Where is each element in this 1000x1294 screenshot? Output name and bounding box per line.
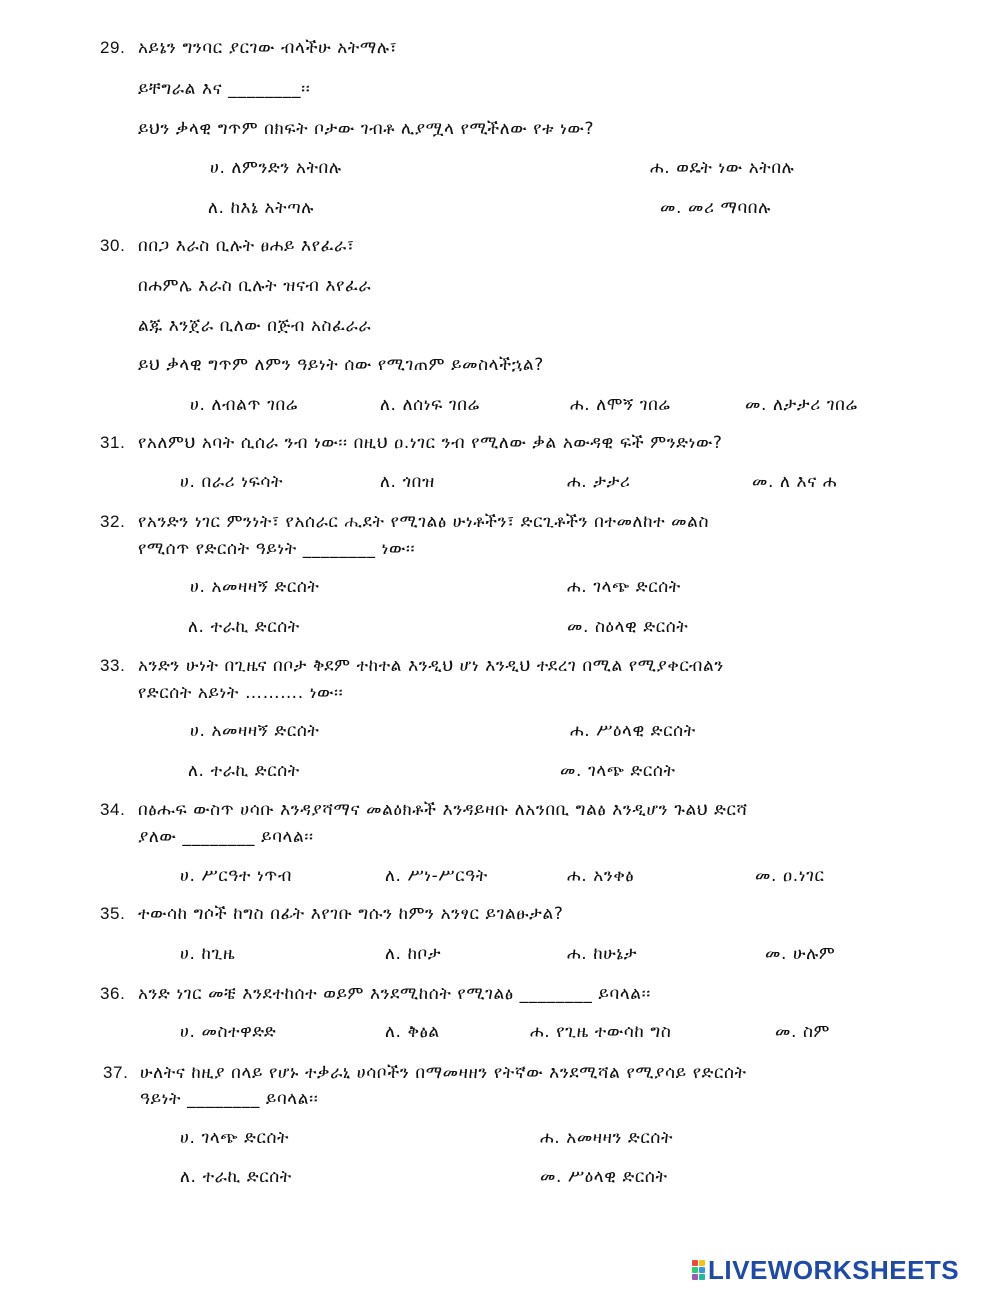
- question-35-option-a[interactable]: ሀ. ከጊዜ: [180, 944, 236, 964]
- question-33-option-d[interactable]: መ. ገላጭ ድርሰት: [560, 761, 676, 781]
- question-30-option-c[interactable]: ሐ. ለሞኝ ገበሬ: [570, 395, 671, 415]
- liveworksheets-logo: [692, 1256, 959, 1284]
- question-34-line-2: ያለው ________ ይባላል፡፡: [138, 827, 314, 847]
- question-29-line-3: ይህን ቃላዊ ግጥም በክፍት ቦታው ገብቶ ሊያሟላ የሚችለው የቱ ነው?: [138, 119, 595, 139]
- logo-mark-icon: [692, 1260, 705, 1280]
- question-30-number: 30.: [100, 236, 126, 255]
- question-37-line-2: ዓይነት ________ ይባላል፡፡: [140, 1089, 319, 1109]
- question-32-option-c[interactable]: ሐ. ገላጭ ድርሰት: [567, 577, 681, 597]
- question-30-line-1: በበጋ እራስ ቢሉት ፀሐይ እየፈራ፣: [138, 236, 355, 256]
- question-35-number: 35.: [100, 904, 126, 923]
- logo-text: LIVEWORKSHEETS: [708, 1255, 960, 1285]
- question-29-option-a[interactable]: ሀ. ለምንድን አትበሉ: [210, 158, 342, 178]
- question-37-option-b[interactable]: ለ. ተራኪ ድርሰት: [180, 1167, 292, 1187]
- question-31-number: 31.: [100, 433, 126, 452]
- question-32-option-d[interactable]: መ. ስዕላዊ ድርሰት: [567, 617, 689, 637]
- question-34-option-d[interactable]: መ. ዐ.ነገር: [755, 866, 825, 886]
- question-35-line-1: ተውሳከ ግሶች ከግስ በፊት እየገቡ ግሱን ከምን አንፃር ይገልፁታል?: [138, 904, 564, 924]
- question-33-option-b[interactable]: ለ. ተራኪ ድርሰት: [188, 761, 300, 781]
- question-29-option-d[interactable]: መ. መሪ ማባበሉ: [660, 198, 771, 218]
- question-37-number: 37.: [103, 1063, 129, 1082]
- question-30-option-b[interactable]: ለ. ለሰነፍ ገበሬ: [380, 395, 480, 415]
- question-31-line-1: የአለምህ አባት ሲሰራ ንብ ነው፡፡ በዚህ ዐ.ነገር ንብ የሚለው ቃል አውዳዊ ፍች ምንድነው?: [138, 433, 723, 453]
- question-37-option-c[interactable]: ሐ. አመዛዛን ድርሰት: [540, 1128, 674, 1148]
- question-34-option-b[interactable]: ለ. ሥነ-ሥርዓት: [385, 866, 488, 886]
- question-34-option-c[interactable]: ሐ. አንቀፅ: [567, 866, 635, 886]
- question-32-option-b[interactable]: ለ. ተራኪ ድርሰት: [188, 617, 300, 637]
- question-31-option-c[interactable]: ሐ. ታታሪ: [567, 472, 631, 492]
- question-36-line-1: አንድ ነገር መቼ እንደተከሰተ ወይም እንደሚከሰት የሚገልፅ ________ ይባላል፡፡: [138, 984, 651, 1004]
- question-32-number: 32.: [100, 512, 126, 531]
- question-33-line-2: የድርሰት አይነት ………. ነው፡፡: [138, 683, 344, 703]
- question-29-line-1: አይኔን ግንባር ያርገው ብላችሁ አትማሉ፣: [138, 38, 398, 58]
- question-29-line-2: ይቸግራል እና ________፡፡: [138, 79, 311, 99]
- question-35-option-c[interactable]: ሐ. ከሁኔታ: [567, 944, 638, 964]
- question-30-line-4: ይህ ቃላዊ ግጥም ለምን ዓይነት ሰው የሚገጠም ይመስላችኋል?: [138, 355, 544, 375]
- question-34-number: 34.: [100, 800, 126, 819]
- question-36-number: 36.: [100, 984, 126, 1003]
- question-30-line-3: ልጁ እንጀራ ቢለው በጅብ አስፈራራ: [138, 316, 372, 336]
- question-37-option-d[interactable]: መ. ሥዕላዊ ድርሰት: [540, 1167, 668, 1187]
- question-36-option-b[interactable]: ለ. ቅፅል: [385, 1022, 440, 1042]
- question-34-option-a[interactable]: ሀ. ሥርዓተ ነጥብ: [180, 866, 292, 886]
- question-32-line-2: የሚሰጥ የድርሰት ዓይነት ________ ነው፡፡: [138, 539, 416, 559]
- question-33-option-c[interactable]: ሐ. ሥዕላዊ ድርሰት: [570, 721, 696, 741]
- question-29-option-b[interactable]: ለ. ከእኔ አትጣሉ: [208, 198, 314, 218]
- question-34-line-1: በፅሑፍ ውስጥ ሀሳቡ እንዳያሻማና መልዕክቶች እንዳይዛቡ ለአንበቢ ግልፅ እንዲሆን ጉልህ ድርሻ: [138, 800, 748, 820]
- question-31-option-a[interactable]: ሀ. በራሪ ነፍሳት: [180, 472, 284, 492]
- question-31-option-d[interactable]: መ. ለ እና ሐ: [752, 472, 838, 492]
- question-32-option-a[interactable]: ሀ. አመዛዛኝ ድርሰት: [190, 577, 320, 597]
- question-36-option-c[interactable]: ሐ. የጊዜ ተውሳከ ግስ: [530, 1022, 672, 1042]
- question-37-line-1: ሁለትና ከዚያ በላይ የሆኑ ተቃራኒ ሀሳቦችን በማመዛዘን የትኛው እንደሚሻል የሚያሳይ የድርሰት: [140, 1063, 747, 1083]
- question-30-option-a[interactable]: ሀ. ለብልጥ ገበሬ: [190, 395, 298, 415]
- question-30-line-2: በሐምሌ እራስ ቢሉት ዝናብ እየፈራ: [138, 276, 372, 296]
- question-33-line-1: አንድን ሁነት በጊዜና በቦታ ቅደም ተከተል እንዲህ ሆነ እንዲህ ተደረገ በሚል የሚያቀርብልን: [138, 656, 724, 676]
- question-37-option-a[interactable]: ሀ. ገላጭ ድርሰት: [180, 1128, 290, 1148]
- question-33-number: 33.: [100, 656, 126, 675]
- question-36-option-d[interactable]: መ. ስም: [775, 1022, 831, 1042]
- question-29-option-c[interactable]: ሐ. ወዴት ነው አትበሉ: [650, 158, 795, 178]
- question-35-option-b[interactable]: ለ. ከቦታ: [385, 944, 442, 964]
- question-36-option-a[interactable]: ሀ. መስተዋድድ: [180, 1022, 277, 1042]
- question-35-option-d[interactable]: መ. ሁሉም: [765, 944, 836, 964]
- question-30-option-d[interactable]: መ. ለታታሪ ገበሬ: [745, 395, 858, 415]
- question-29-number: 29.: [100, 38, 126, 57]
- question-31-option-b[interactable]: ለ. ጎበዝ: [380, 472, 435, 492]
- question-32-line-1: የአንድን ነገር ምንነት፣ የአሰራር ሒደት የሚገልፅ ሁነቶችን፣ ድርጊቶችን በተመለከተ መልስ: [138, 512, 710, 532]
- question-33-option-a[interactable]: ሀ. አመዛዛኝ ድርሰት: [190, 721, 320, 741]
